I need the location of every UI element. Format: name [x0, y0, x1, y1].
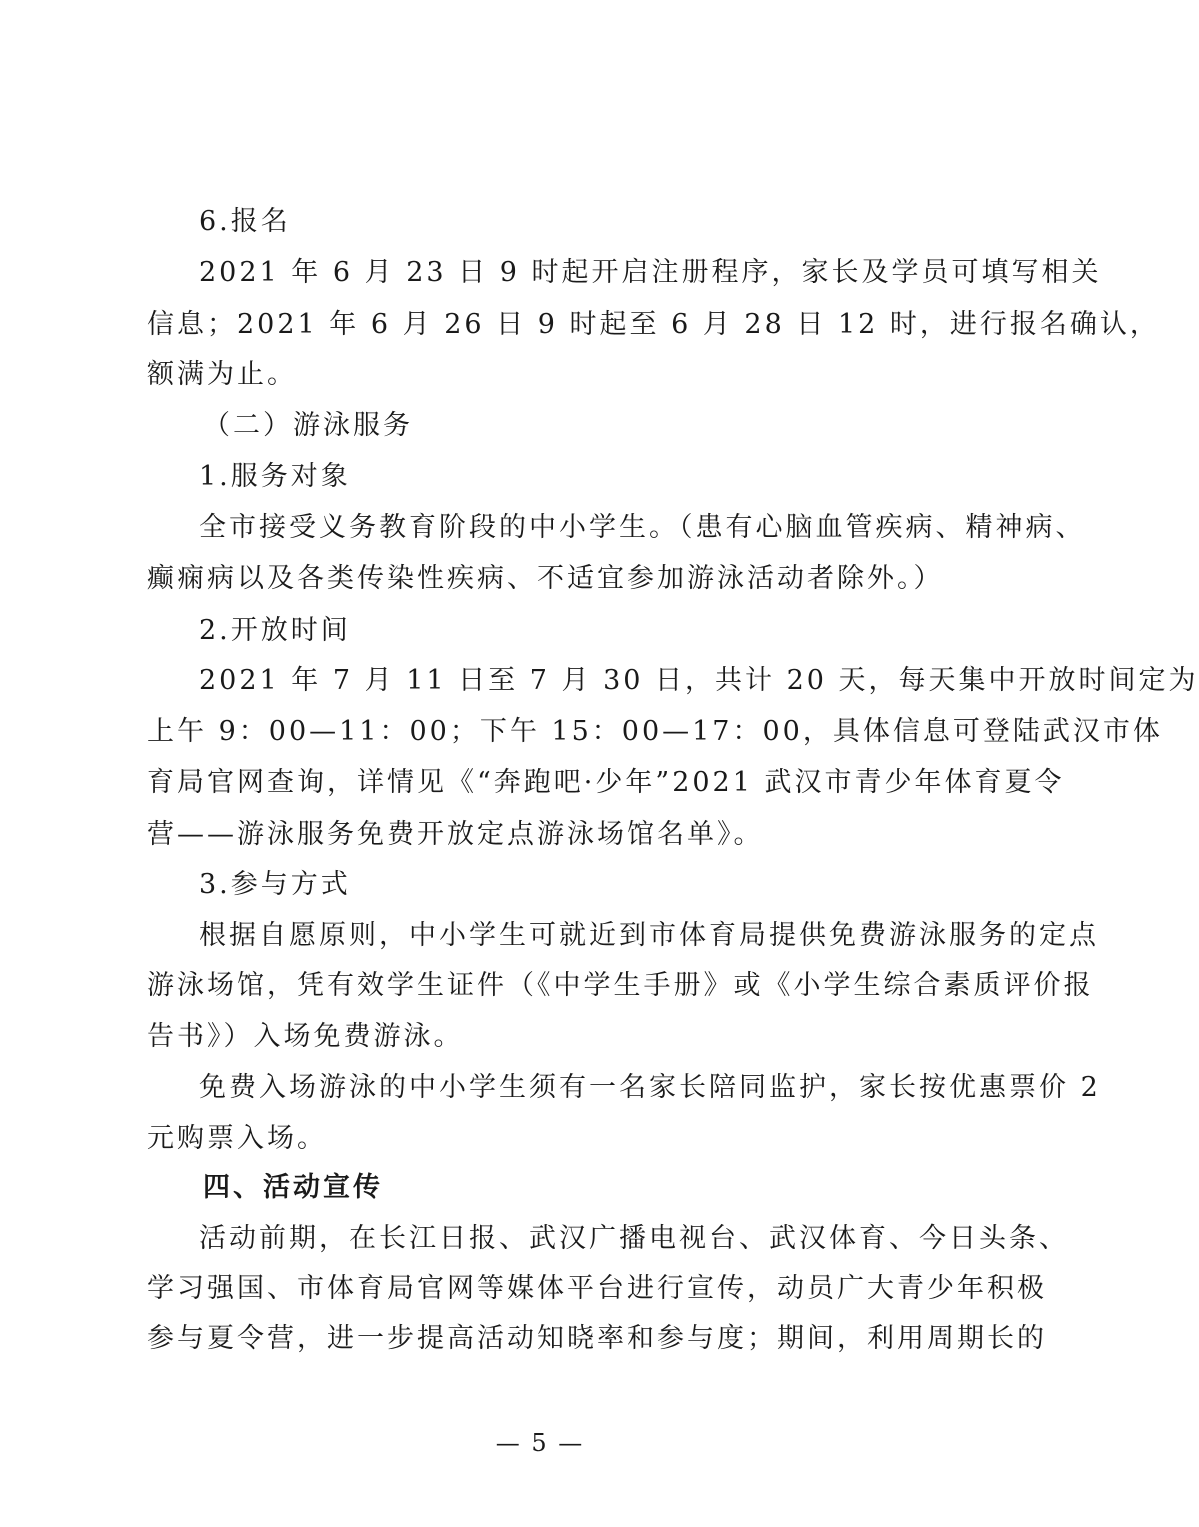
section-swimming-service: （二）游泳服务	[203, 410, 413, 441]
paragraph-line-9: 营——游泳服务免费开放定点游泳场馆名单》。	[147, 819, 764, 850]
heading-opening-hours: 2.开放时间	[199, 615, 351, 646]
paragraph-line-12: 告书》）入场免费游泳。	[147, 1021, 464, 1052]
paragraph-line-8: 育局官网查询，详情见《“奔跑吧·少年”2021 武汉市青少年体育夏令	[147, 767, 1065, 798]
paragraph-line-5: 癫痫病以及各类传染性疾病、不适宜参加游泳活动者除外。）	[147, 563, 944, 594]
section-activity-promotion: 四、活动宣传	[203, 1172, 383, 1203]
paragraph-line-11: 游泳场馆，凭有效学生证件（《中学生手册》或《小学生综合素质评价报	[147, 970, 1094, 1001]
paragraph-line-13: 免费入场游泳的中小学生须有一名家长陪同监护，家长按优惠票价 2	[199, 1072, 1101, 1103]
heading-service-targets: 1.服务对象	[199, 461, 351, 492]
paragraph-line-10: 根据自愿原则，中小学生可就近到市体育局提供免费游泳服务的定点	[199, 920, 1099, 951]
paragraph-line-3: 额满为止。	[147, 359, 297, 390]
paragraph-line-2: 信息；2021 年 6 月 26 日 9 时起至 6 月 28 日 12 时，进行报名确认，	[147, 309, 1160, 340]
heading-participation: 3.参与方式	[199, 869, 351, 900]
paragraph-line-14: 元购票入场。	[147, 1123, 327, 1154]
paragraph-line-1: 2021 年 6 月 23 日 9 时起开启注册程序，家长及学员可填写相关	[199, 257, 1102, 288]
paragraph-line-7: 上午 9：00—11：00；下午 15：00—17：00，具体信息可登陆武汉市体	[147, 716, 1163, 747]
paragraph-line-17: 参与夏令营，进一步提高活动知晓率和参与度；期间，利用周期长的	[147, 1323, 1047, 1354]
paragraph-line-6: 2021 年 7 月 11 日至 7 月 30 日，共计 20 天，每天集中开放时间定为	[199, 665, 1199, 696]
paragraph-line-16: 学习强国、市体育局官网等媒体平台进行宣传，动员广大青少年积极	[147, 1273, 1047, 1304]
paragraph-line-15: 活动前期，在长江日报、武汉广播电视台、武汉体育、今日头条、	[199, 1223, 1069, 1254]
paragraph-line-4: 全市接受义务教育阶段的中小学生。（患有心脑血管疾病、精神病、	[199, 512, 1086, 543]
heading-registration: 6.报名	[199, 206, 291, 237]
page-number: — 5 —	[495, 1429, 585, 1457]
